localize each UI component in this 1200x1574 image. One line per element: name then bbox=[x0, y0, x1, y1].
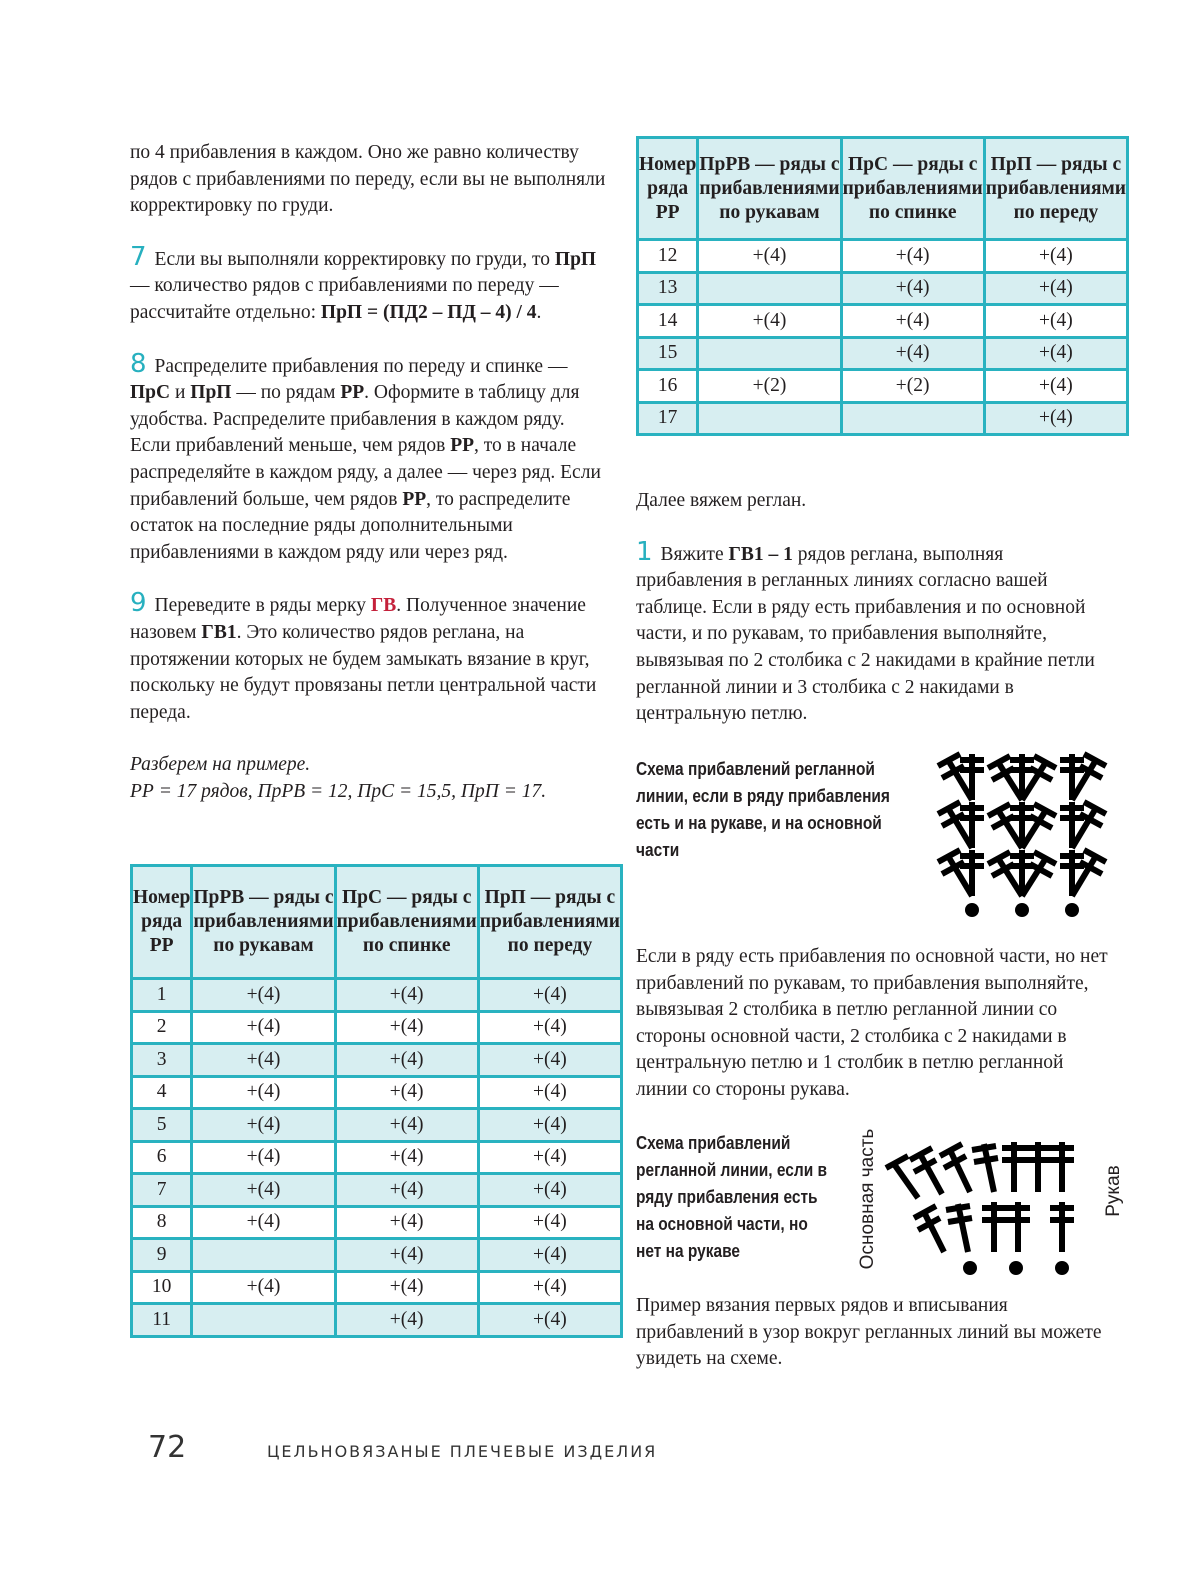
header-back: ПрС — ряды с прибавлениями по спинке bbox=[335, 866, 478, 979]
header-row-number: Номер ряда РР bbox=[638, 138, 698, 240]
chain-dot bbox=[965, 903, 979, 917]
increase-diagram-both bbox=[930, 748, 1114, 920]
table-body bbox=[638, 240, 1128, 435]
diagram-1-caption: Схема прибавлений регланной линии, если в ряду прибавления есть и на рукаве, и на основной части bbox=[636, 759, 890, 860]
row-number-cell: 5 bbox=[132, 1109, 192, 1142]
value-cell: +(4) bbox=[984, 337, 1127, 370]
table-row bbox=[132, 1011, 622, 1044]
next-paragraph: Далее вяжем реглан. bbox=[636, 490, 807, 511]
value-cell: +(4) bbox=[192, 1109, 335, 1142]
value-cell: +(4) bbox=[335, 1011, 478, 1044]
additions-table-rows-12-17 bbox=[636, 136, 1129, 436]
step-9-paragraph: 9 Переведите в ряды мерку ГВ. Полученное значение назовем ГВ1. Это количество рядов реглана, на протяжении которых не будем замыкать вязание в круг, поскольку не будут провязаны петли центральной части переда. bbox=[130, 588, 597, 723]
value-cell: +(4) bbox=[192, 1141, 335, 1174]
step-number: 1 bbox=[636, 536, 653, 567]
value-cell: +(4) bbox=[698, 305, 841, 338]
row-number-cell: 10 bbox=[132, 1271, 192, 1304]
step-number: 9 bbox=[130, 588, 147, 619]
value-cell: +(4) bbox=[192, 1044, 335, 1077]
value-cell bbox=[698, 402, 841, 435]
row-number-cell: 6 bbox=[132, 1141, 192, 1174]
step-7-paragraph: 7 Если вы выполняли корректировку по груди, то ПрП — количество рядов с прибавлениями по переду — рассчитайте отдельно: ПрП = (ПД2 – ПД – 4) / 4. bbox=[130, 241, 597, 323]
value-cell: +(4) bbox=[335, 1109, 478, 1142]
value-cell: +(4) bbox=[841, 272, 984, 305]
chain-dot bbox=[963, 1261, 977, 1275]
row-number-cell: 12 bbox=[638, 240, 698, 273]
value-cell: +(4) bbox=[335, 1304, 478, 1337]
value-cell: +(4) bbox=[478, 1206, 621, 1239]
value-cell: +(4) bbox=[478, 1271, 621, 1304]
row-number-cell: 11 bbox=[132, 1304, 192, 1337]
value-cell: +(4) bbox=[478, 1076, 621, 1109]
value-cell: +(4) bbox=[335, 1141, 478, 1174]
additions-table-rows-1-11 bbox=[130, 864, 623, 1338]
row-number-cell: 9 bbox=[132, 1239, 192, 1272]
row-number-cell: 2 bbox=[132, 1011, 192, 1044]
paragraph-3: Пример вязания первых рядов и вписывания прибавлений в узор вокруг регланных линий вы можете увидеть на схеме. bbox=[636, 1295, 1102, 1370]
table-row bbox=[132, 1109, 622, 1142]
header-sleeves: ПрРВ — ряды с прибавлениями по рукавам bbox=[192, 866, 335, 979]
value-cell: +(4) bbox=[478, 1109, 621, 1142]
chain-dot bbox=[1015, 903, 1029, 917]
header-front: ПрП — ряды с прибавлениями по переду bbox=[478, 866, 621, 979]
row-number-cell: 17 bbox=[638, 402, 698, 435]
header-sleeves: ПрРВ — ряды с прибавлениями по рукавам bbox=[698, 138, 841, 240]
chain-dot bbox=[1009, 1261, 1023, 1275]
table-row bbox=[132, 1174, 622, 1207]
value-cell bbox=[841, 402, 984, 435]
table-row bbox=[132, 1239, 622, 1272]
intro-paragraph: по 4 прибавления в каждом. Оно же равно количеству рядов с прибавлениями по переду, если вы не выполняли корректировку по груди. bbox=[130, 142, 606, 217]
page-number: 72 bbox=[148, 1430, 187, 1465]
value-cell: +(4) bbox=[841, 240, 984, 273]
right-column-bottom bbox=[636, 1293, 1112, 1373]
row-number-cell: 1 bbox=[132, 979, 192, 1012]
value-cell: +(4) bbox=[192, 979, 335, 1012]
value-cell: +(4) bbox=[478, 1011, 621, 1044]
header-front: ПрП — ряды с прибавлениями по переду bbox=[984, 138, 1127, 240]
row-number-cell: 13 bbox=[638, 272, 698, 305]
value-cell: +(4) bbox=[478, 1174, 621, 1207]
table-row bbox=[638, 337, 1128, 370]
value-cell: +(4) bbox=[335, 1239, 478, 1272]
value-cell: +(4) bbox=[478, 1141, 621, 1174]
value-cell: +(4) bbox=[841, 337, 984, 370]
value-cell: +(4) bbox=[698, 240, 841, 273]
value-cell: +(4) bbox=[335, 1076, 478, 1109]
increase-diagram-main-only bbox=[884, 1134, 1084, 1278]
row-number-cell: 16 bbox=[638, 370, 698, 403]
value-cell: +(4) bbox=[984, 402, 1127, 435]
row-number-cell: 7 bbox=[132, 1174, 192, 1207]
value-cell: +(2) bbox=[698, 370, 841, 403]
stitch-row bbox=[938, 754, 1106, 800]
table-row bbox=[638, 305, 1128, 338]
table-body bbox=[132, 979, 622, 1337]
table-row bbox=[638, 402, 1128, 435]
value-cell: +(4) bbox=[984, 370, 1127, 403]
value-cell: +(4) bbox=[192, 1206, 335, 1239]
paragraph-2: Если в ряду есть прибавления по основной части, но нет прибавлений по рукавам, то прибавления выполняйте, вывязывая 2 столбика в петлю регланной линии со стороны основной части, 2 столбика с 2 накидами в центральную петлю и 1 столбик в петлю регланной линии со стороны рукава. bbox=[636, 946, 1108, 1100]
step-number: 7 bbox=[130, 241, 147, 272]
table-row bbox=[638, 370, 1128, 403]
row-number-cell: 3 bbox=[132, 1044, 192, 1077]
row-number-cell: 8 bbox=[132, 1206, 192, 1239]
value-cell: +(4) bbox=[984, 272, 1127, 305]
value-cell: +(4) bbox=[335, 1271, 478, 1304]
row-number-cell: 14 bbox=[638, 305, 698, 338]
step-1-paragraph: 1 Вяжите ГВ1 – 1 рядов реглана, выполняя прибавления в регланных линиях согласно вашей таблице. Если в ряду есть прибавления и по основной части, и по рукавам, то прибавления выполняйте, вывязывая по 2 столбика с 2 накидами в крайние петли регланной линии и 3 столбика с 2 накидами в центральную петлю. bbox=[636, 536, 1095, 725]
example-heading: Разберем на примере. bbox=[130, 754, 311, 776]
row-number-cell: 15 bbox=[638, 337, 698, 370]
value-cell: +(4) bbox=[478, 1239, 621, 1272]
value-cell: +(4) bbox=[478, 1304, 621, 1337]
value-cell: +(4) bbox=[192, 1076, 335, 1109]
table-row bbox=[132, 1044, 622, 1077]
value-cell: +(4) bbox=[192, 1271, 335, 1304]
main-part-label: Основная часть bbox=[857, 1128, 878, 1270]
value-cell: +(4) bbox=[335, 979, 478, 1012]
running-title: ЦЕЛЬНОВЯЗАНЫЕ ПЛЕЧЕВЫЕ ИЗДЕЛИЯ bbox=[267, 1442, 658, 1461]
right-column-text bbox=[636, 488, 1112, 728]
value-cell: +(4) bbox=[192, 1174, 335, 1207]
value-cell: +(2) bbox=[841, 370, 984, 403]
header-row-number: Номер ряда РР bbox=[132, 866, 192, 979]
value-cell bbox=[698, 337, 841, 370]
table-row bbox=[132, 1271, 622, 1304]
value-cell: +(4) bbox=[335, 1174, 478, 1207]
value-cell: +(4) bbox=[984, 240, 1127, 273]
value-cell: +(4) bbox=[335, 1044, 478, 1077]
chain-dot bbox=[1055, 1261, 1069, 1275]
table-row bbox=[132, 1304, 622, 1337]
header-back: ПрС — ряды с прибавлениями по спинке bbox=[841, 138, 984, 240]
value-cell bbox=[192, 1304, 335, 1337]
value-cell: +(4) bbox=[984, 305, 1127, 338]
row-number-cell: 4 bbox=[132, 1076, 192, 1109]
value-cell: +(4) bbox=[478, 1044, 621, 1077]
table-row bbox=[638, 272, 1128, 305]
table-row bbox=[132, 979, 622, 1012]
right-column-middle bbox=[636, 944, 1112, 1104]
chain-dot bbox=[1065, 903, 1079, 917]
left-column bbox=[130, 140, 608, 805]
diagram-2-caption: Схема прибавлений регланной линии, если в ряду прибавления есть на основной части, но нет на рукаве bbox=[636, 1133, 828, 1261]
table-row bbox=[132, 1141, 622, 1174]
table-row bbox=[638, 240, 1128, 273]
example-values: РР = 17 рядов, ПрРВ = 12, ПрС = 15,5, ПрП = 17. bbox=[130, 780, 547, 802]
value-cell: +(4) bbox=[192, 1011, 335, 1044]
value-cell: +(4) bbox=[335, 1206, 478, 1239]
value-cell bbox=[192, 1239, 335, 1272]
sleeve-label: Рукав bbox=[1103, 1165, 1124, 1217]
table-row bbox=[132, 1076, 622, 1109]
value-cell: +(4) bbox=[478, 979, 621, 1012]
step-number: 8 bbox=[130, 348, 147, 379]
table-row bbox=[132, 1206, 622, 1239]
step-8-paragraph: 8 Распределите прибавления по переду и спинке — ПрС и ПрП — по рядам РР. Оформите в таблицу для удобства. Распределите прибавления в каждом ряду. Если прибавлений меньше, чем рядов РР, то в начале распределяйте в каждом ряду, а далее — через ряд. Если прибавлений больше, чем рядов РР, то распределите остаток на последние ряды дополнительными прибавлениями в каждом ряду или через ряд. bbox=[130, 348, 601, 563]
value-cell: +(4) bbox=[841, 305, 984, 338]
value-cell bbox=[698, 272, 841, 305]
